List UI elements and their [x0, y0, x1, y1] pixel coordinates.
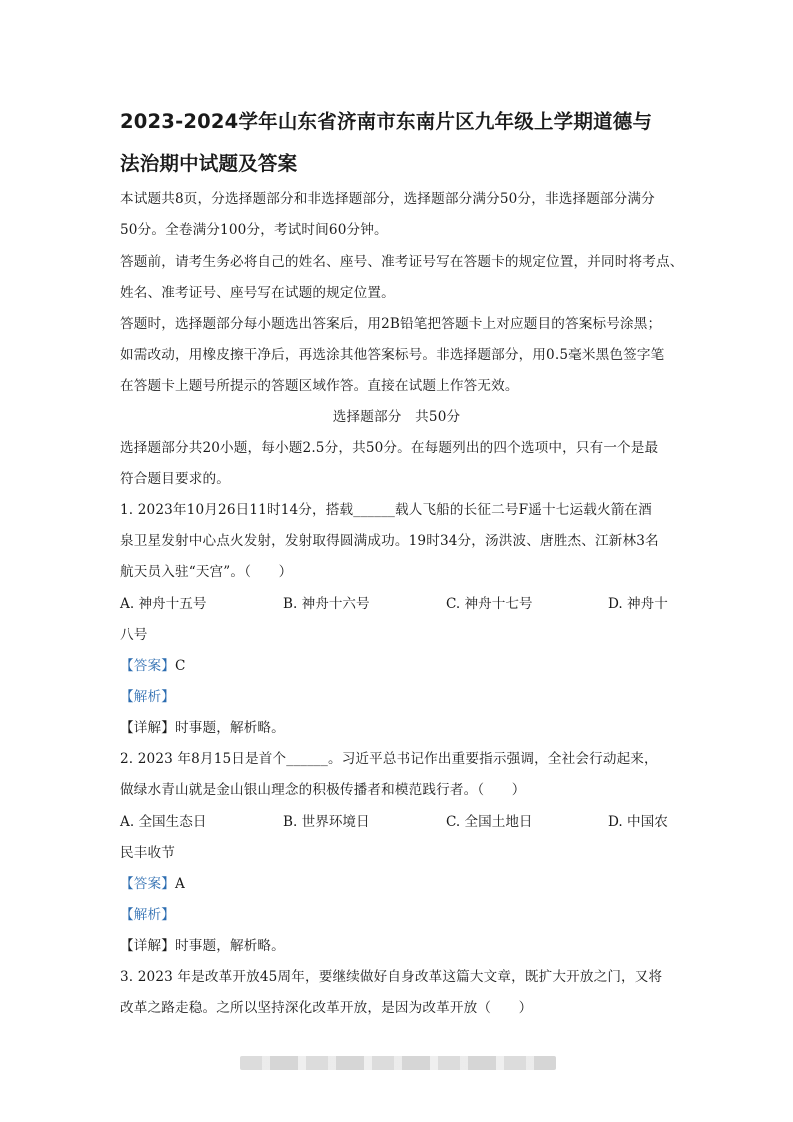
question-2-detail: 【详解】时事题，解析略。 [120, 938, 285, 954]
question-1-analysis-label: 【解析】 [120, 689, 175, 705]
intro-line: 答题时，选择题部分每小题选出答案后，用2B铅笔把答题卡上对应题目的答案标号涂黑； [120, 316, 662, 332]
document-title-line-2: 法治期中试题及答案 [120, 152, 298, 175]
answer-value: C [174, 658, 186, 674]
question-2-analysis-label: 【解析】 [120, 907, 175, 923]
question-2-option-a: A. 全国生态日 [120, 814, 207, 830]
question-1-detail: 【详解】时事题，解析略。 [120, 720, 285, 736]
question-1-option-b: B. 神舟十六号 [283, 596, 370, 612]
question-3-stem: 改革之路走稳。之所以坚持深化改革开放，是因为改革开放（ ） [120, 1000, 533, 1016]
section-description: 符合题目要求的。 [120, 471, 230, 487]
section-description: 选择题部分共20小题，每小题2.5分，共50分。在每题列出的四个选项中，只有一个是最 [120, 440, 659, 456]
document-title-line-1: 2023-2024学年山东省济南市东南片区九年级上学期道德与 [120, 110, 653, 133]
question-1-answer [120, 654, 186, 674]
question-3-stem: 3. 2023 年是改革开放45周年，要继续做好自身改革这篇大文章，既扩大开放之门，又将 [120, 969, 663, 985]
answer-label: 【答案】 [120, 876, 175, 892]
answer-value: A [174, 876, 185, 892]
blurred-watermark-footer [240, 1056, 556, 1070]
question-2-stem: 2. 2023 年8月15日是首个______。习近平总书记作出重要指示强调，全社会行动起来， [120, 751, 658, 767]
question-1-option-d-wrap: 八号 [120, 627, 148, 643]
question-2-answer [120, 872, 185, 892]
question-1-stem: 泉卫星发射中心点火发射，发射取得圆满成功。19时34分，汤洪波、唐胜杰、江新林3名 [120, 533, 659, 549]
intro-line: 答题前，请考生务必将自己的姓名、座号、准考证号写在答题卡的规定位置，并同时将考点、 [120, 254, 684, 270]
question-1-stem: 航天员入驻“天宫”。（ ） [120, 564, 293, 580]
question-1-option-c: C. 神舟十七号 [446, 596, 533, 612]
intro-line: 姓名、准考证号、座号写在试题的规定位置。 [120, 285, 395, 301]
question-1-option-a: A. 神舟十五号 [120, 596, 207, 612]
question-2-option-d-wrap: 民丰收节 [120, 845, 175, 861]
question-2-stem: 做绿水青山就是金山银山理念的积极传播者和模范践行者。（ ） [120, 782, 526, 798]
answer-label: 【答案】 [120, 658, 175, 674]
intro-line: 在答题卡上题号所提示的答题区域作答。直接在试题上作答无效。 [120, 378, 519, 394]
intro-line: 本试题共8页，分选择题部分和非选择题部分，选择题部分满分50分，非选择题部分满分 [120, 191, 655, 207]
question-2-option-c: C. 全国土地日 [446, 814, 533, 830]
section-heading: 选择题部分 共50分 [332, 409, 461, 425]
question-1-stem: 1. 2023年10月26日11时14分，搭载______载人飞船的长征二号F遥十七运载火箭在酒 [120, 502, 652, 518]
intro-line: 50分。全卷满分100分，考试时间60分钟。 [120, 222, 388, 238]
question-1-option-d: D. 神舟十 [608, 596, 668, 612]
question-2-option-b: B. 世界环境日 [283, 814, 370, 830]
question-2-option-d: D. 中国农 [608, 814, 668, 830]
intro-line: 如需改动，用橡皮擦干净后，再选涂其他答案标号。非选择题部分，用0.5毫米黑色签字笔 [120, 347, 665, 363]
